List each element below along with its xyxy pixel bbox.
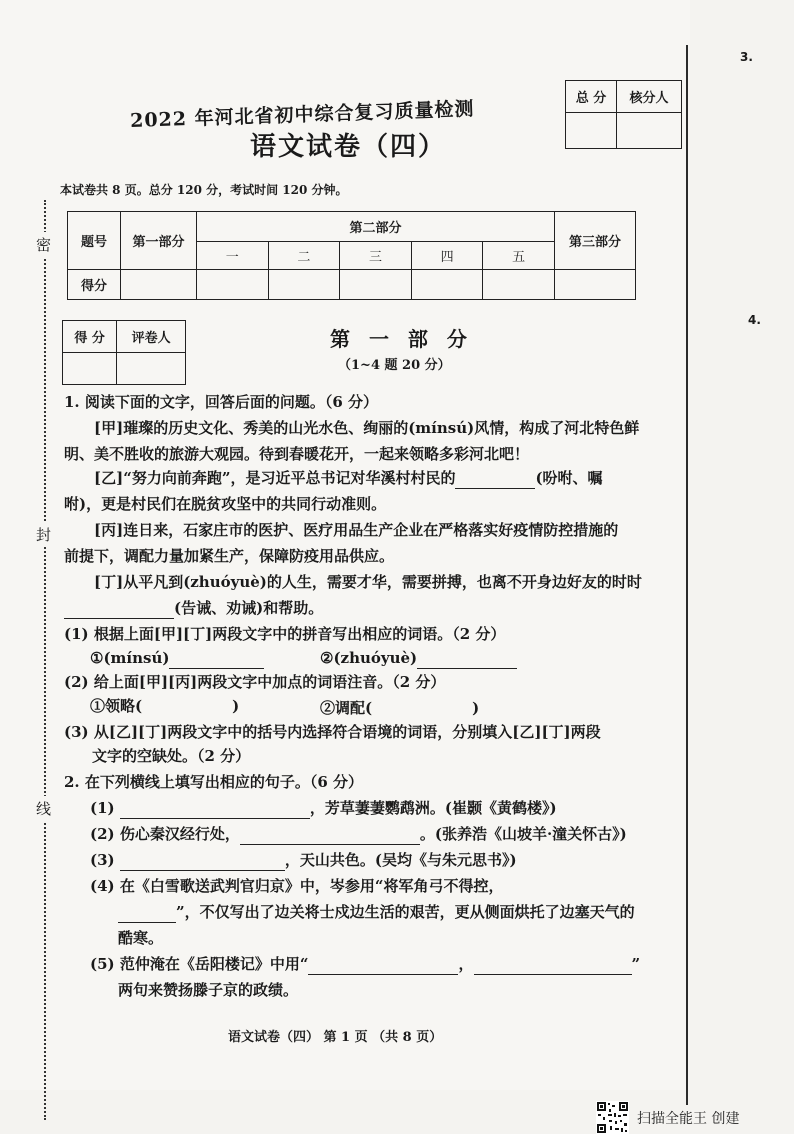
right-question-number-4: 4.: [748, 313, 761, 327]
q2-s3: [90, 850, 517, 871]
q2-s5-line1: [90, 954, 640, 975]
q2-s5-prefix: (5) 范仲淹在《岳阳楼记》中用“: [90, 955, 309, 973]
q1-sub2-a-close: ): [232, 697, 240, 715]
part2-col-4: 四: [411, 242, 483, 270]
total-score-box: [565, 80, 682, 149]
q1-ding-blank[interactable]: [64, 598, 174, 619]
q1-sub3-line2: 文字的空缺处。（2 分）: [92, 747, 251, 765]
grader-label: 评卷人: [117, 321, 186, 353]
q2-s2: [90, 824, 627, 845]
qr-code-icon: [596, 1101, 629, 1134]
q2-stem: 2. 在下列横线上填写出相应的句子。（6 分）: [64, 773, 364, 791]
score-cell-part2-2[interactable]: [268, 270, 340, 300]
q2-s5-blank-2[interactable]: [474, 954, 632, 975]
q2-s1-suffix: ，芳草萋萋鹦鹉洲。(崔颢《黄鹤楼》): [309, 799, 557, 817]
q2-s4-text: ”，不仅写出了边关将士戍边生活的艰苦，更从侧面烘托了边塞天气的: [176, 903, 635, 921]
side-mark-mi: 密: [36, 232, 51, 257]
page-fold-line: [686, 45, 688, 1105]
q2-s1-blank[interactable]: [120, 798, 310, 819]
q1-para-bing-line2: 前提下，调配力量加紧生产，保障防疫用品供应。: [64, 547, 395, 565]
score-cell-part2-5[interactable]: [483, 270, 555, 300]
q2-s5-quote-end: ”: [631, 955, 641, 973]
q1-sub2-b-label: ②调配(: [320, 699, 373, 717]
q1-sub2-b-blank[interactable]: [372, 698, 472, 718]
part3-header: 第三部分: [555, 212, 636, 270]
q2-s1: [90, 798, 557, 819]
part-one-title: 第 一 部 分: [330, 327, 473, 351]
q2-s4-blank[interactable]: [118, 902, 176, 923]
q1-sub1-b-blank[interactable]: [417, 648, 517, 669]
exam-note: 本试卷共 8 页。总分 120 分，考试时间 120 分钟。: [60, 183, 348, 197]
q1-sub1-a-label: ①(mínsú): [90, 649, 170, 667]
q1-para-yi-text: [乙]“努力向前奔跑”，是习近平总书记对华溪村村民的: [94, 469, 456, 487]
score-cell-part3[interactable]: [555, 270, 636, 300]
q2-s5-comma: ，: [458, 955, 474, 973]
q1-para-yi-choice: (吩咐、嘱: [535, 469, 603, 487]
q1-sub1-b: [320, 648, 517, 669]
q1-para-yi-line1: [94, 468, 603, 489]
grader-score-label: 得 分: [63, 321, 117, 353]
reviewer-label: 核分人: [617, 81, 682, 113]
q2-s5-line2: 两句来赞扬滕子京的政绩。: [118, 981, 299, 999]
q1-para-jia-line1: [甲]璀璨的历史文化、秀美的山光水色、绚丽的(mínsú)风情，构成了河北特色鲜: [94, 419, 640, 437]
grader-box: [62, 320, 186, 385]
grader-score-cell[interactable]: [63, 353, 117, 385]
score-row-header: 得分: [68, 270, 121, 300]
q2-s3-suffix: ，天山共色。(吴均《与朱元思书》): [284, 851, 517, 869]
q2-s3-prefix: (3): [90, 851, 115, 869]
q1-sub1: (1) 根据上面[甲][丁]两段文字中的拼音写出相应的词语。（2 分）: [64, 625, 506, 643]
q1-sub2: (2) 给上面[甲][丙]两段文字中加点的词语注音。（2 分）: [64, 673, 446, 691]
score-cell-part2-4[interactable]: [411, 270, 483, 300]
q1-sub1-a: [90, 648, 264, 669]
q1-para-yi-line2: 咐)，更是村民们在脱贫攻坚中的共同行动准则。: [64, 495, 387, 513]
q2-s5-blank-1[interactable]: [308, 954, 458, 975]
q1-para-jia-line2: 明、美不胜收的旅游大观园。待到春暖花开，一起来领略多彩河北吧！: [64, 445, 530, 463]
q1-sub2-a: [90, 696, 239, 716]
page-footer: 语文试卷（四） 第 1 页 （共 8 页）: [228, 1030, 443, 1045]
right-question-number-3: 3.: [740, 50, 753, 64]
q2-s2-suffix: 。(张养浩《山坡羊·潼关怀古》): [419, 825, 627, 843]
scanner-watermark: 扫描全能王 创建: [637, 1111, 740, 1127]
part2-col-3: 三: [340, 242, 412, 270]
question-number-header: 题号: [68, 212, 121, 270]
q1-sub1-b-label: ②(zhuóyuè): [320, 649, 418, 667]
q2-s4-line2: [118, 902, 635, 923]
part2-col-5: 五: [483, 242, 555, 270]
score-cell-part2-1[interactable]: [197, 270, 269, 300]
total-score-cell[interactable]: [566, 113, 617, 149]
q1-para-bing-line1: [丙]连日来，石家庄市的医护、医疗用品生产企业在严格落实好疫情防控措施的: [94, 521, 619, 539]
part2-col-2: 二: [268, 242, 340, 270]
subject-title: 语文试卷（四）: [250, 132, 447, 162]
q2-s4-line1: (4) 在《白雪歌送武判官归京》中，岑参用“将军角弓不得控，: [90, 877, 504, 895]
part-one-subtitle: （1~4 题 20 分）: [338, 358, 451, 373]
q1-sub3-line1: (3) 从[乙][丁]两段文字中的括号内选择符合语境的词语，分别填入[乙][丁]两段: [64, 723, 601, 741]
q1-sub2-a-label: ①领略(: [90, 697, 143, 715]
score-cell-part1[interactable]: [121, 270, 197, 300]
q1-para-ding-line2: [64, 598, 323, 619]
q1-stem: 1. 阅读下面的文字，回答后面的问题。（6 分）: [64, 393, 379, 411]
total-score-label: 总 分: [566, 81, 617, 113]
grader-name-cell[interactable]: [117, 353, 186, 385]
binding-dotted-line: [44, 200, 46, 1120]
q2-s4-line3: 酷寒。: [118, 929, 164, 947]
part1-header: 第一部分: [121, 212, 197, 270]
side-mark-xian: 线: [36, 796, 51, 821]
score-table: [67, 211, 636, 300]
q2-s1-prefix: (1): [90, 799, 115, 817]
q1-sub2-b-close: ): [472, 699, 480, 717]
exam-title: 2022 年河北省初中综合复习质量检测: [129, 97, 475, 133]
score-cell-part2-3[interactable]: [340, 270, 412, 300]
q2-s3-blank[interactable]: [120, 850, 285, 871]
q1-sub2-a-blank[interactable]: [142, 696, 232, 716]
q1-yi-blank[interactable]: [455, 468, 535, 489]
q2-s2-blank[interactable]: [240, 824, 420, 845]
q1-para-ding-line1: [丁]从平凡到(zhuóyuè)的人生，需要才华，需要拼搏，也离不开身边好友的时时: [94, 573, 642, 591]
q1-sub2-b: [320, 698, 479, 718]
side-mark-feng: 封: [36, 522, 51, 547]
q2-s2-prefix: (2) 伤心秦汉经行处，: [90, 825, 240, 843]
q1-para-ding-choice: (告诫、劝诫)和帮助。: [174, 599, 324, 617]
part2-header: 第二部分: [197, 212, 555, 242]
part2-col-1: 一: [197, 242, 269, 270]
q1-sub1-a-blank[interactable]: [169, 648, 264, 669]
reviewer-cell[interactable]: [617, 113, 682, 149]
